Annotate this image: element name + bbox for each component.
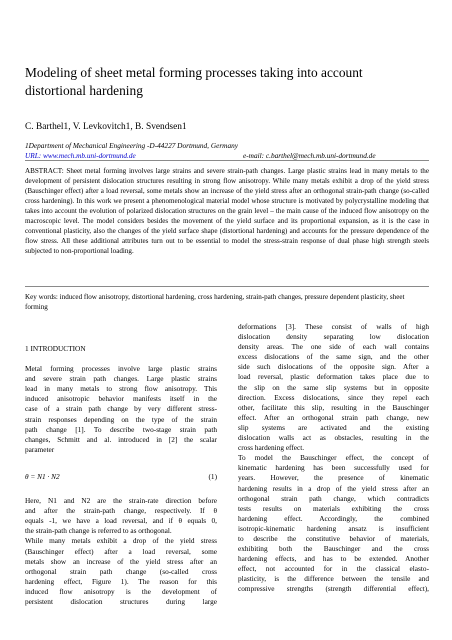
left-paragraph-1: Metal forming processes involve large plastic strains and severe strain path changes. Large plastic strains lead in many metals to strong flow anisotropy. This induced anisotropic behavior manifests itself in the case of a strain path change by very different stress- strain responses depending on the type of the strain path change [1]. To describe two-stage strain path changes, Schmitt and al. introduced in [2] the scalar parameter [25,364,217,454]
equation-number: (1) [208,471,217,481]
email-link[interactable]: e-mail: c.barthel@mech.mb.uni-dortmund.de [243,151,376,160]
left-paragraph-2: Here, N1 and N2 are the strain-rate direction before and after the strain-path change, respectively. If θ equals -1, we have a load reversal, and if θ equals 0, the strain-path change is referred to as orthogonal. While many metals exhibit a drop of the yield stress (Bauschinger effect) after a load reversal, some metals show an increase of the yield stress after an orthogonal strain path change (so-called cross hardening effect, Figure 1). The reason for this induced flow anisotropy is the development of persistent dislocation structures during large [25,496,217,606]
equation-1 [25,472,217,482]
left-column [25,337,217,607]
affiliation-line: 1Department of Mechanical Engineering -D-44227 Dortmund, Germany [25,141,238,150]
author-list: C. Barthel1, V. Levkovitch1, B. Svendsen1 [25,122,187,132]
url-link[interactable]: URL: www.mech.mb.uni-dortmund.de [25,151,136,160]
right-column: deformations [3]. These consist of walls of high dislocation density separating low dislocation density areas. The one side of each wall contains excess dislocations of the same sign, and the other side such dislocations of the opposite sign. After a load reversal, plastic deformation takes place due to the slip on the same slip systems but in opposite direction. Excess dislocations, since they repel each other, facilitate this slip, resulting in the Bauschinger effect. After an orthogonal strain path change, new slip systems are activated and the existing dislocation walls act as obstacles, resulting in the cross hardening effect. To model the Bauschinger effect, the concept of kinematic hardening has been successfully used for years. However, the presence of kinematic hardening results in a drop of the yield stress after an orthogonal strain path change, which contradicts tests results on materials exhibiting the cross hardening effect. Accordingly, the combined isotropic-kinematic hardening ansatz is insufficient to describe the constitutive behavior of materials, exhibiting both the Bauschinger and the cross hardening effects, and has to be extended. Another effect, not accounted for in the classical elasto- plasticity, is the difference between the tensile and compressive strengths (strength differential effect), [238,322,429,594]
equation-expression: θ = N1 · N2 [25,471,60,481]
affiliation-block [25,141,435,161]
title-line-2: distortional hardening [25,83,143,98]
abstract: ABSTRACT: Sheet metal forming involves large strains and severe strain-path changes. Large plastic strains lead in many metals to the development of persistent dislocation structures resulting in strong flow anisotropy. While many metals exhibit a drop of the yield stress (Bauschinger effect) after a load reversal, some metals show an increase of the yield stress after an orthogonal strain-path change (so-called cross hardening). In this work we present a phenomenological material model whose structure is motivated by polycrystalline modeling that takes into account the evolution of polarized dislocation structures on the grain level – the main cause of the induced flow anisotropy on the macroscopic level. The model considers besides the movement of the yield surface and its proportional expansion, as it is the case in conventional plasticity, also the changes of the yield surface shape (distortional hardening) and accounts for the pressure dependence of the flow stress. All these additional attributes turn out to be essential to model the stress-strain response of dual phase high strength steels subjected to non-proportional loading. [25,167,429,256]
keywords: Key words: induced flow anisotropy, distortional hardening, cross hardening, strain-path changes, pressure dependent plasticity, sheet forming [25,293,405,311]
divider-middle [25,286,429,287]
title-line-1: Modeling of sheet metal forming processes taking into account [25,65,363,80]
paper-title [25,64,435,100]
divider-top [25,160,429,161]
section-heading: 1 INTRODUCTION [25,344,86,353]
